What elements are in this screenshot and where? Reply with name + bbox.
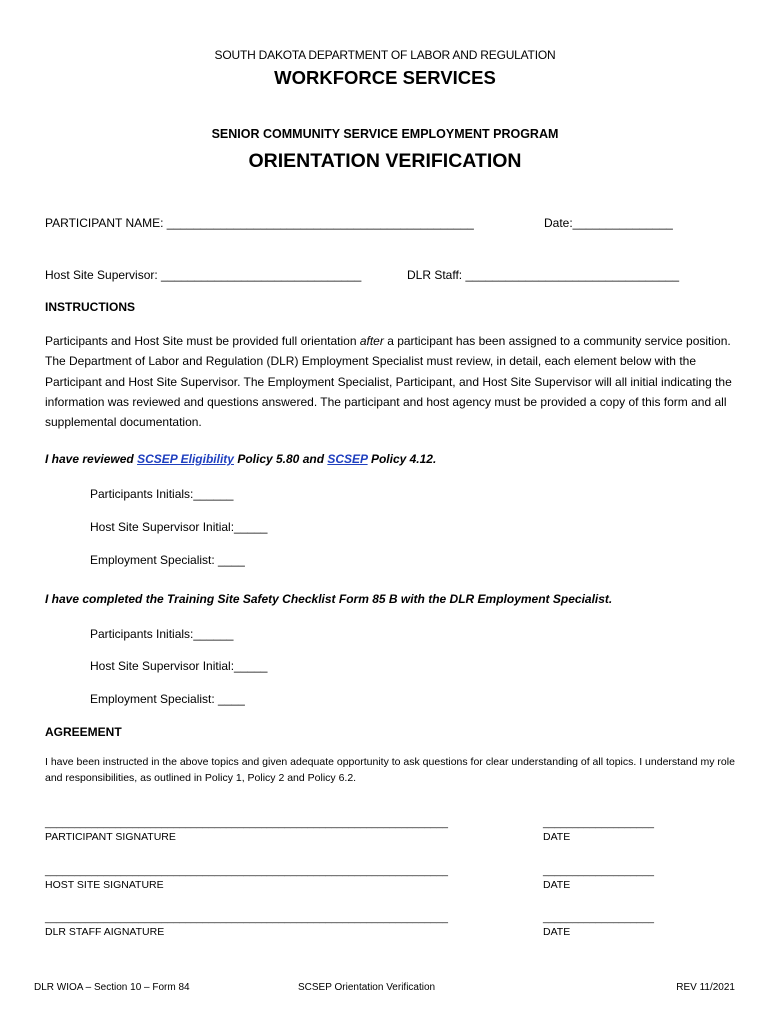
agreement-text: I have been instructed in the above topics and given adequate opportunity to ask questions for clear understanding of all topics. I understand my role and responsibilities, as outlined in Policy 1, Policy 2 and Policy 6.2. (45, 756, 735, 784)
form-title: ORIENTATION VERIFICATION (248, 150, 522, 172)
department-name: SOUTH DAKOTA DEPARTMENT OF LABOR AND REGULATION (214, 48, 556, 62)
review-statement (45, 452, 436, 466)
participant-date-line[interactable]: ___________________ (543, 817, 654, 829)
participant-signature-line[interactable]: _____________________________________________________________________ (45, 817, 448, 829)
division-title: WORKFORCE SERVICES (274, 67, 496, 88)
host-site-supervisor-field[interactable]: Host Site Supervisor: ______________________________ (45, 268, 362, 282)
program-title: SENIOR COMMUNITY SERVICE EMPLOYMENT PROGRAM (211, 127, 559, 141)
footer-form-name: SCSEP Orientation Verification (298, 982, 436, 993)
participant-name-field[interactable]: PARTICIPANT NAME: ______________________________________________ (45, 216, 474, 230)
scsep-link[interactable]: SCSEP (327, 452, 368, 466)
instructions-text (45, 331, 735, 432)
host-signature-label: HOST SITE SIGNATURE (45, 879, 164, 891)
instructions-text-part: Participants and Host Site must be provided full orientation (45, 334, 360, 348)
date-label: DATE (543, 831, 571, 843)
host-supervisor-initial-field[interactable]: Host Site Supervisor Initial:_____ (90, 659, 268, 673)
host-date-line[interactable]: ___________________ (543, 865, 654, 877)
participant-signature-label: PARTICIPANT SIGNATURE (45, 831, 176, 843)
dlr-signature-label: DLR STAFF AIGNATURE (45, 926, 165, 938)
instructions-heading: INSTRUCTIONS (45, 300, 135, 314)
footer-revision: REV 11/2021 (676, 982, 735, 993)
instructions-text-part: a participant has been assigned to a community service position. The Department of Labor and Regulation (DLR) Employment Specialist must review, in detail, each element below with the Participant and Host Site Supervisor. The Employment Specialist, Participant, and Host Site Supervisor will all initial indicating the information was reviewed and questions answered. The participant and host agency must be provided a copy of this form and all supplemental documentation. (45, 334, 732, 430)
review-text: Policy 4.12. (367, 452, 437, 466)
dlr-date-line[interactable]: ___________________ (543, 912, 654, 924)
date-label: DATE (543, 926, 571, 938)
review-text: I have reviewed (45, 452, 138, 466)
safety-checklist-statement: I have completed the Training Site Safety Checklist Form 85 B with the DLR Employment Specialist. (45, 592, 613, 606)
instructions-italic: after (359, 334, 384, 348)
employment-specialist-field[interactable]: Employment Specialist: ____ (90, 553, 245, 567)
participant-initials-field[interactable]: Participants Initials:______ (90, 487, 234, 501)
agreement-heading: AGREEMENT (45, 725, 122, 739)
date-field[interactable]: Date:_______________ (544, 216, 673, 230)
host-signature-line[interactable]: _____________________________________________________________________ (45, 865, 448, 877)
date-label: DATE (543, 879, 571, 891)
employment-specialist-field[interactable]: Employment Specialist: ____ (90, 692, 245, 706)
review-text: Policy 5.80 and (233, 452, 328, 466)
dlr-staff-field[interactable]: DLR Staff: ________________________________ (407, 268, 680, 282)
footer-form-number: DLR WIOA – Section 10 – Form 84 (34, 982, 190, 993)
participant-initials-field[interactable]: Participants Initials:______ (90, 627, 234, 641)
scsep-eligibility-link[interactable]: SCSEP Eligibility (137, 452, 234, 466)
dlr-signature-line[interactable]: _____________________________________________________________________ (45, 912, 448, 924)
host-supervisor-initial-field[interactable]: Host Site Supervisor Initial:_____ (90, 520, 268, 534)
